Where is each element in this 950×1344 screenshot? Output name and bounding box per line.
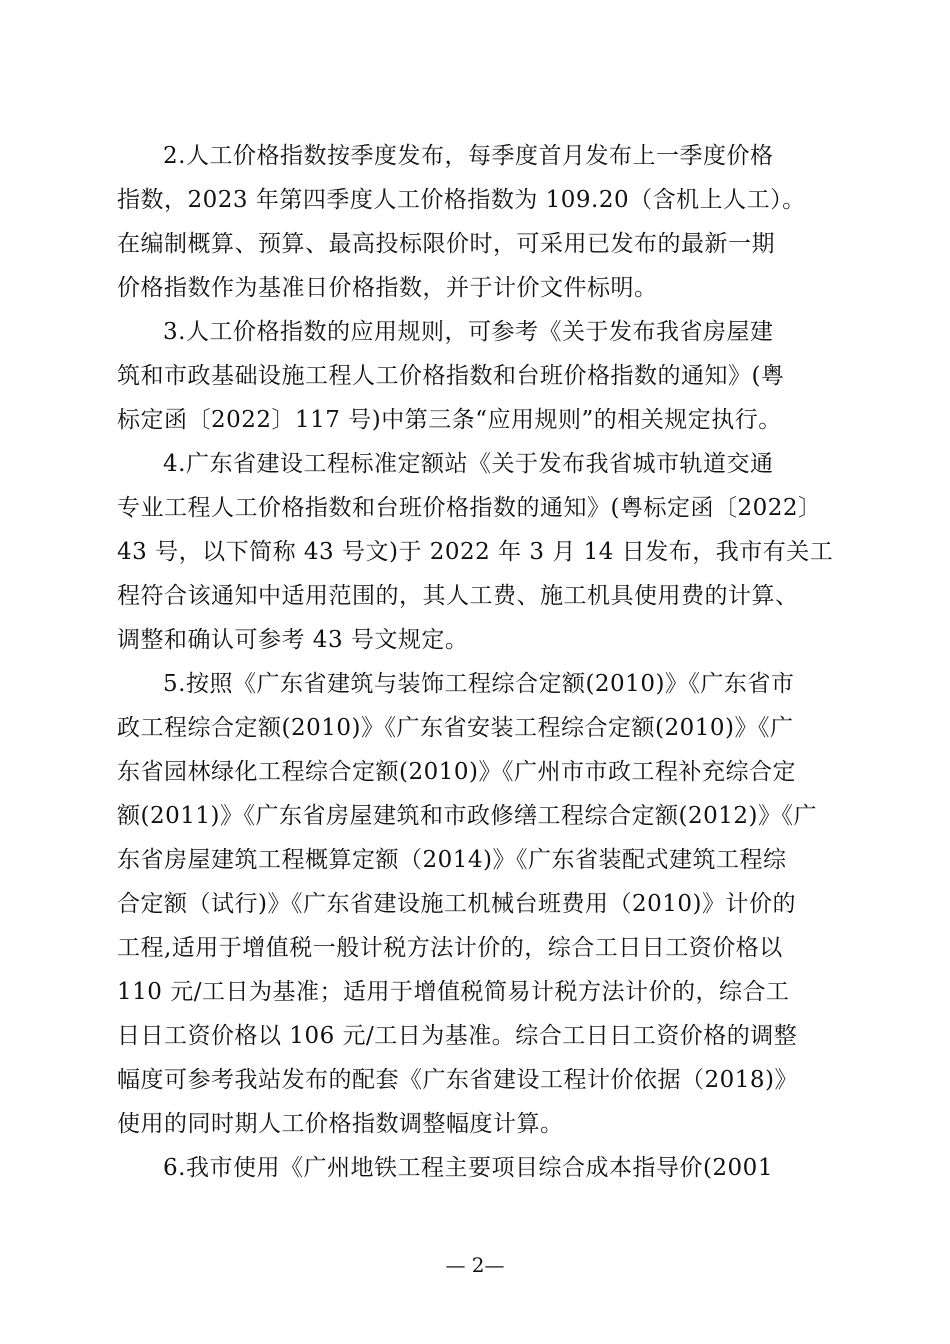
text-line: 5.按照《广东省建筑与装饰工程综合定额(2010)》《广东省市	[163, 671, 795, 697]
text-line: 价格指数作为基准日价格指数，并于计价文件标明。	[117, 275, 658, 301]
text-line: 额(2011)》《广东省房屋建筑和市政修缮工程综合定额(2012)》《广	[117, 803, 817, 829]
text-line: 在编制概算、预算、最高投标限价时，可采用已发布的最新一期	[117, 231, 775, 257]
text-line: 专业工程人工价格指数和台班价格指数的通知》(粤标定函〔2022〕	[117, 495, 822, 521]
text-line: 使用的同时期人工价格指数调整幅度计算。	[117, 1111, 564, 1137]
text-line: 2.人工价格指数按季度发布，每季度首月发布上一季度价格	[163, 143, 774, 169]
text-line: 日日工资价格以 106 元/工日为基准。综合工日日工资价格的调整	[117, 1023, 798, 1049]
text-line: 政工程综合定额(2010)》《广东省安装工程综合定额(2010)》《广	[117, 715, 794, 741]
document-body	[117, 134, 837, 1190]
text-line: 指数，2023 年第四季度人工价格指数为 109.20（含机上人工）。	[117, 187, 806, 213]
text-line: 110 元/工日为基准；适用于增值税简易计税方法计价的，综合工	[117, 979, 790, 1005]
text-line: 幅度可参考我站发布的配套《广东省建设工程计价依据（2018)》	[117, 1067, 799, 1093]
text-line: 合定额（试行)》《广东省建设施工机械台班费用（2010)》计价的	[117, 891, 796, 917]
text-line: 东省房屋建筑工程概算定额（2014)》《广东省装配式建筑工程综	[117, 847, 787, 873]
text-line: 东省园林绿化工程综合定额(2010)》《广州市市政工程补充综合定	[117, 759, 796, 785]
text-line: 6.我市使用《广州地铁工程主要项目综合成本指导价(2001	[163, 1155, 773, 1181]
text-line: 筑和市政基础设施工程人工价格指数和台班价格指数的通知》(粤	[117, 363, 785, 389]
text-line: 标定函〔2022〕117 号)中第三条“应用规则”的相关规定执行。	[117, 407, 782, 433]
text-line: 3.人工价格指数的应用规则，可参考《关于发布我省房屋建	[163, 319, 774, 345]
text-line: 调整和确认可参考 43 号文规定。	[117, 627, 469, 653]
text-line: 4.广东省建设工程标准定额站《关于发布我省城市轨道交通	[163, 451, 774, 477]
page-number: — 2—	[445, 1253, 505, 1277]
text-line: 程符合该通知中适用范围的，其人工费、施工机具使用费的计算、	[117, 583, 799, 609]
text-line: 工程,适用于增值税一般计税方法计价的，综合工日日工资价格以	[117, 935, 783, 961]
text-line: 43 号，以下简称 43 号文)于 2022 年 3 月 14 日发布，我市有关工	[117, 539, 834, 565]
